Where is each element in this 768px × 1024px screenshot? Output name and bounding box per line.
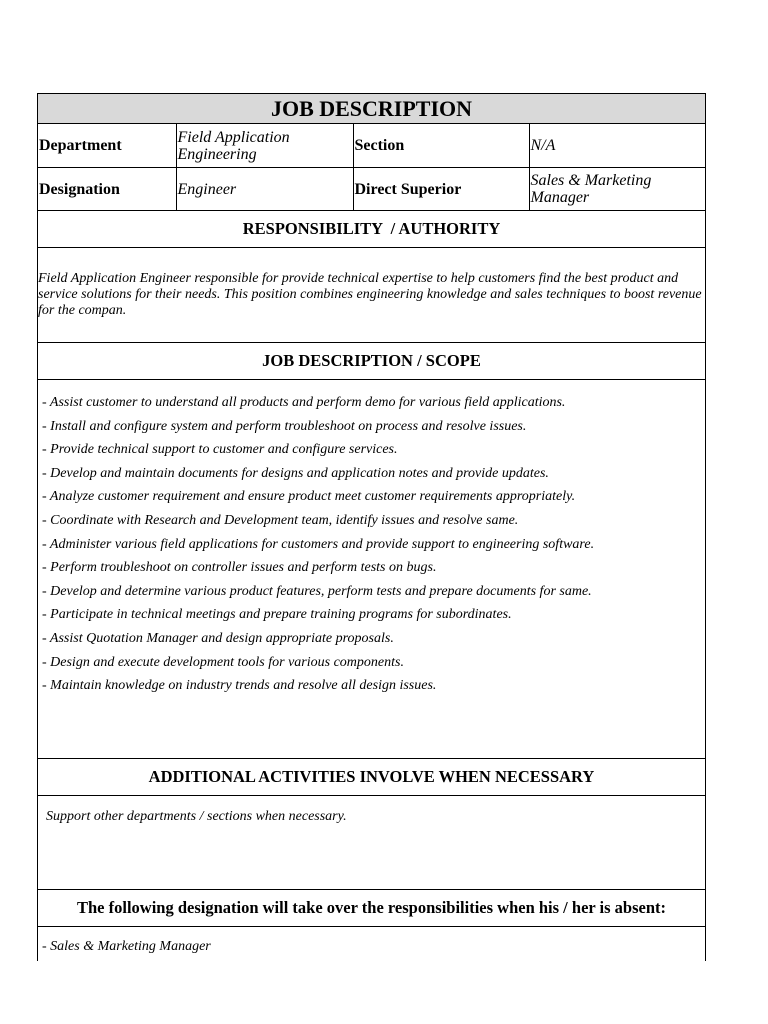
list-item: - Participate in technical meetings and prepare training programs for subordinates. [42,607,512,623]
list-item: - Assist Quotation Manager and design appropriate proposals. [42,630,394,646]
direct-superior-label: Direct Superior [353,168,529,211]
list-item: - Sales & Marketing Manager [42,939,211,954]
list-item: - Analyze customer requirement and ensure product meet customer requirements appropriately. [42,489,576,505]
list-item: - Coordinate with Research and Development team, identify issues and resolve same. [42,512,519,528]
job-description-document [37,93,706,961]
list-item: - Assist customer to understand all products and perform demo for various field applications. [42,395,566,410]
list-item: - Install and configure system and perform troubleshoot on process and resolve issues. [42,418,527,434]
list-item: - Perform troubleshoot on controller issues and perform tests on bugs. [42,560,437,576]
responsibility-heading: RESPONSIBILITY / AUTHORITY [38,211,705,248]
list-item: - Develop and maintain documents for designs and application notes and provide updates. [42,465,549,481]
section-label: Section [353,124,529,168]
list-item: - Administer various field applications for customers and provide support to engineering software. [42,536,595,552]
job-info-table [38,124,705,211]
info-row-department [38,124,705,168]
scope-list [38,380,705,759]
takeover-heading: The following designation will take over the responsibilities when his / her is absent: [38,890,705,927]
list-item: - Provide technical support to customer and configure services. [42,442,398,458]
designation-label: Designation [38,168,176,211]
list-item: - Maintain knowledge on industry trends and resolve all design issues. [42,678,437,694]
responsibility-text: Field Application Engineer responsible for provide technical expertise to help customers find the best product and service solutions for their needs. This position combines engineering knowledge and sales techniques to boost revenue for the compan. [38,248,705,343]
scope-heading: JOB DESCRIPTION / SCOPE [38,343,705,380]
department-label: Department [38,124,176,168]
department-value: Field Application Engineering [176,124,353,168]
list-item: - Develop and determine various product features, perform tests and prepare documents for same. [42,583,592,599]
document-title: JOB DESCRIPTION [38,94,705,124]
direct-superior-value: Sales & Marketing Manager [529,168,705,211]
info-row-designation [38,168,705,211]
list-item: - Design and execute development tools for various components. [42,654,404,670]
section-value: N/A [529,124,705,168]
additional-activities-heading: ADDITIONAL ACTIVITIES INVOLVE WHEN NECESSARY [38,759,705,796]
designation-value: Engineer [176,168,353,211]
takeover-list [38,927,705,955]
additional-activities-text: Support other departments / sections when necessary. [38,796,705,890]
